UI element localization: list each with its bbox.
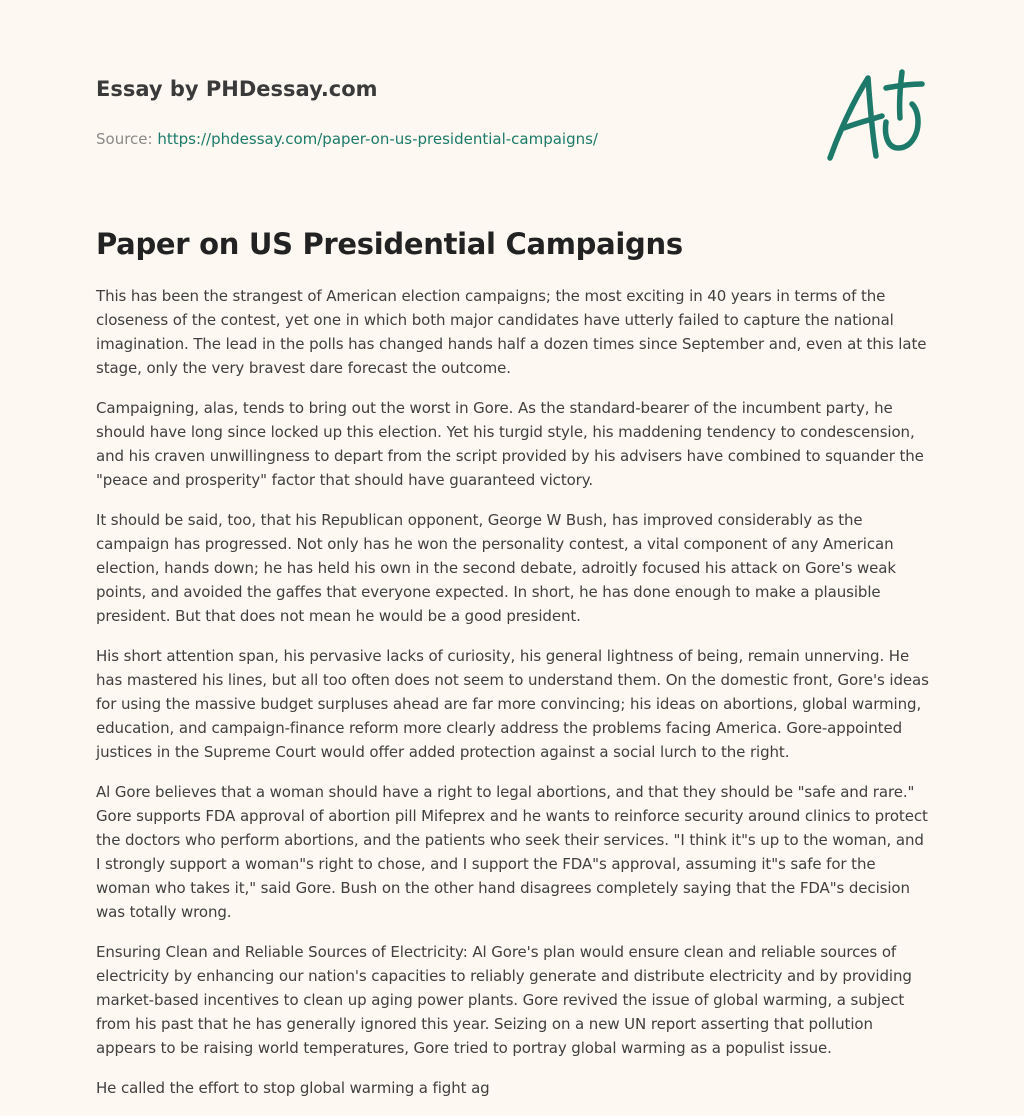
paragraph: Campaigning, alas, tends to bring out the worst in Gore. As the standard-bearer of the incumbent party, he should have long since locked up this election. Yet his turgid style, his maddening tendency to condescension, and his craven unwillingness to depart from the script provided by his advisers have combined to squander the "peace and prosperity" factor that should have guaranteed victory.	[96, 399, 924, 489]
paragraph: It should be said, too, that his Republican opponent, George W Bush, has improved considerably as the campaign has progressed. Not only has he won the personality contest, a vital component of any American election, hands down; he has held his own in the second debate, adroitly focused his attack on Gore's weak points, and avoided the gaffes that everyone expected. In short, he has done enough to make a plausible president. But that does not mean he would be a good president.	[96, 511, 896, 625]
source-label: Source:	[96, 130, 158, 148]
a-plus-icon	[822, 66, 928, 166]
paragraph: Al Gore believes that a woman should have a right to legal abortions, and that they should be "safe and rare." Gore supports FDA approval of abortion pill Mifeprex and he wants to reinforce security around clinics to protect the doctors who perform abortions, and the patients who seek their services. "I think it"s up to the woman, and I strongly support a woman"s right to chose, and I support the FDA"s approval, assuming it"s safe for the woman who takes it," said Gore. Bush on the other hand disagrees completely saying that the FDA"s decision was totally wrong.	[96, 783, 928, 921]
source-line	[96, 129, 796, 149]
paragraph: He called the effort to stop global warming a fight ag	[96, 1079, 490, 1097]
source-link[interactable]: https://phdessay.com/paper-on-us-presidential-campaigns/	[157, 130, 598, 148]
essay-header	[96, 72, 796, 149]
paragraph: This has been the strangest of American election campaigns; the most exciting in 40 years in terms of the closeness of the contest, yet one in which both major candidates have utterly failed to capture the national imagination. The lead in the polls has changed hands half a dozen times since September and, even at this late stage, only the very bravest dare forecast the outcome.	[96, 287, 927, 377]
brand-name: Essay by PHDessay.com	[96, 77, 378, 101]
paragraph: Ensuring Clean and Reliable Sources of Electricity: Al Gore's plan would ensure clean and reliable sources of electricity by enhancing our nation's capacities to reliably generate and distribute electricity and by providing market-based incentives to clean up aging power plants. Gore revived the issue of global warming, a subject from his past that he has generally ignored this year. Seizing on a new UN report asserting that pollution appears to be raising world temperatures, Gore tried to portray global warming as a populist issue.	[96, 943, 912, 1057]
essay-title: Paper on US Presidential Campaigns	[96, 227, 683, 261]
essay-body	[96, 284, 932, 1116]
paragraph: His short attention span, his pervasive lacks of curiosity, his general lightness of being, remain unnerving. He has mastered his lines, but all too often does not seem to understand them. On the domestic front, Gore's ideas for using the massive budget surpluses ahead are far more convincing; his ideas on abortions, global warming, education, and campaign-finance reform more clearly address the problems facing America. Gore-appointed justices in the Supreme Court would offer added protection against a social lurch to the right.	[96, 647, 929, 761]
